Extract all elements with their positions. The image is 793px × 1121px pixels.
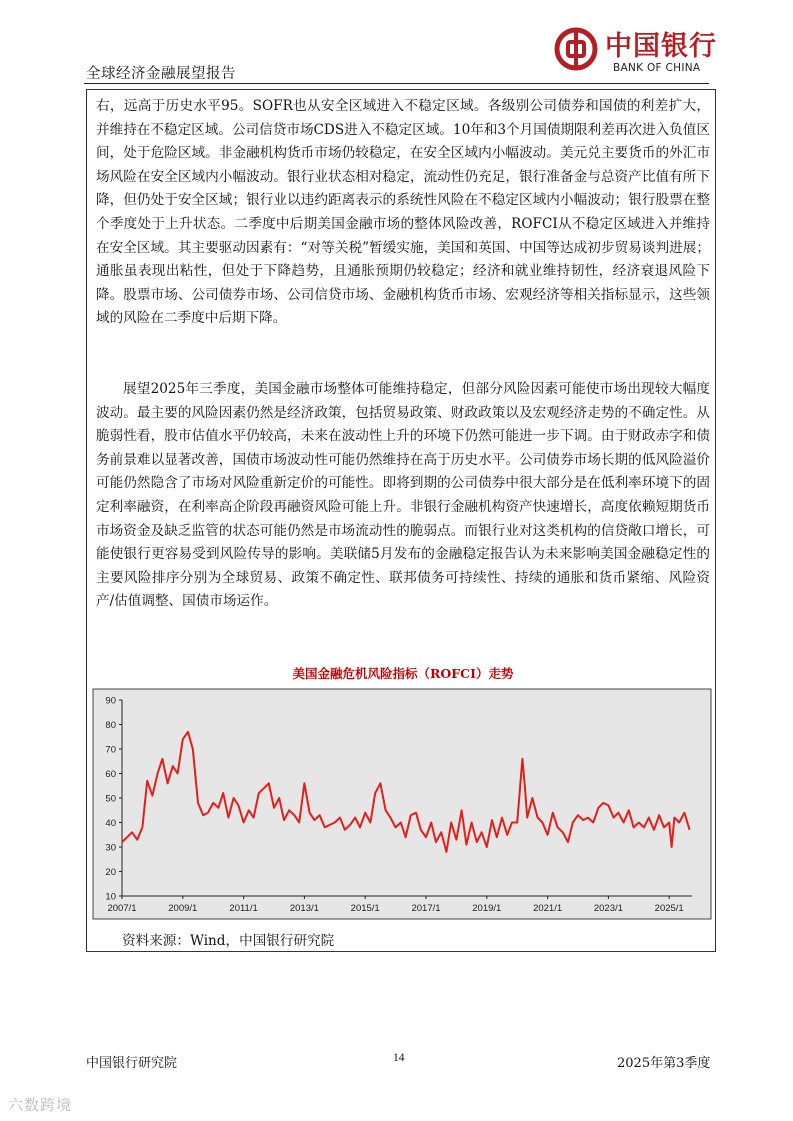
y-tick-label: 70 [105,744,116,756]
x-tick-label: 2023/1 [593,903,623,914]
logo-name-en: BANK OF CHINA [613,62,701,74]
y-tick-label: 80 [105,720,116,731]
header-divider [84,83,709,84]
page-number: 14 [393,1052,405,1064]
x-tick-label: 2019/1 [472,903,502,914]
boc-emblem-icon [554,27,598,71]
y-tick-label: 40 [105,818,116,829]
footer-institute: 中国银行研究院 [86,1056,178,1071]
report-title: 全球经济金融展望报告 [86,66,236,82]
x-tick-label: 2015/1 [350,903,380,914]
watermark-logo: 六数跨境 [8,1096,73,1114]
footer-period: 2025年第3季度 [617,1056,711,1071]
body-paragraph-1: 右，远高于历史水平95。SOFR也从安全区域进入不稳定区域。各级别公司债券和国债的利差扩大，并维持在不稳定区域。公司信贷市场CDS进入不稳定区域。10年和3个月国债期限利差再次进入负值区间，处于危险区域。非金融机构货币市场仍较稳定，在安全区域内小幅波动。美元兑主要货币的外汇市场风险在安全区域内小幅波动。银行业状态相对稳定，流动性仍充足，银行准备金与总资产比值有所下降，但仍处于安全区域；银行业以违约距离表示的系统性风险在不稳定区域内小幅波动；银行股票在整个季度处于上升状态。二季度中后期美国金融市场的整体风险改善，ROFCI从不稳定区域进入并维持在安全区域。其主要驱动因素有：“对等关税”暂缓实施，美国和英国、中国等达成初步贸易谈判进展；通胀虽表现出粘性，但处于下降趋势，且通胀预期仍较稳定；经济和就业维持韧性，经济衰退风险下降。股票市场、公司债券市场、公司信贷市场、金融机构货币市场、宏观经济等相关指标显示，这些领域的风险在二季度中后期下降。 [96,98,710,327]
y-tick-label: 50 [105,793,116,805]
rofci-line-chart [92,688,712,920]
y-tick-label: 90 [105,695,116,707]
chart-title: 美国金融危机风险指标（ROFCI）走势 [292,666,514,681]
x-tick-label: 2017/1 [411,903,441,914]
logo-name-cn: 中国银行 [605,31,717,62]
y-tick-label: 60 [105,769,116,780]
y-tick-label: 10 [105,891,116,903]
x-tick-label: 2013/1 [289,903,319,914]
chart-plot-background [93,689,711,919]
body-paragraph-2: 展望2025年三季度，美国金融市场整体可能维持稳定，但部分风险因素可能使市场出现较大幅度波动。最主要的风险因素仍然是经济政策，包括贸易政策、财政政策以及宏观经济走势的不确定性。从脆弱性看，股市估值水平仍较高，未来在波动性上升的环境下仍然可能进一步下调。由于财政赤字和债务前景难以显著改善，国债市场波动性可能仍然维持在高于历史水平。公司债券市场长期的低风险溢价可能仍然隐含了市场对风险重新定价的可能性。即将到期的公司债券中很大部分是在低利率环境下的固定利率融资，在利率高企阶段再融资风险可能上升。非银行金融机构资产快速增长，高度依赖短期货币市场资金及缺乏监管的状态可能仍然是市场流动性的脆弱点。而银行业对这类机构的信贷敞口增长，可能使银行更容易受到风险传导的影响。美联储5月发布的金融稳定报告认为未来影响美国金融稳定性的主要风险排序分别为全球贸易、政策不确定性、联邦债务可持续性、持续的通胀和货币紧缩、风险资产/估值调整、国债市场运作。 [96,381,710,610]
y-tick-label: 30 [105,842,116,854]
chart-source: 资料来源：Wind，中国银行研究院 [122,933,335,949]
x-tick-label: 2007/1 [107,903,137,914]
bank-of-china-logo [554,24,717,80]
x-tick-label: 2009/1 [168,903,198,914]
x-tick-label: 2025/1 [654,903,684,914]
x-tick-label: 2021/1 [533,903,563,914]
x-tick-label: 2011/1 [229,903,258,914]
y-tick-label: 20 [105,867,116,878]
